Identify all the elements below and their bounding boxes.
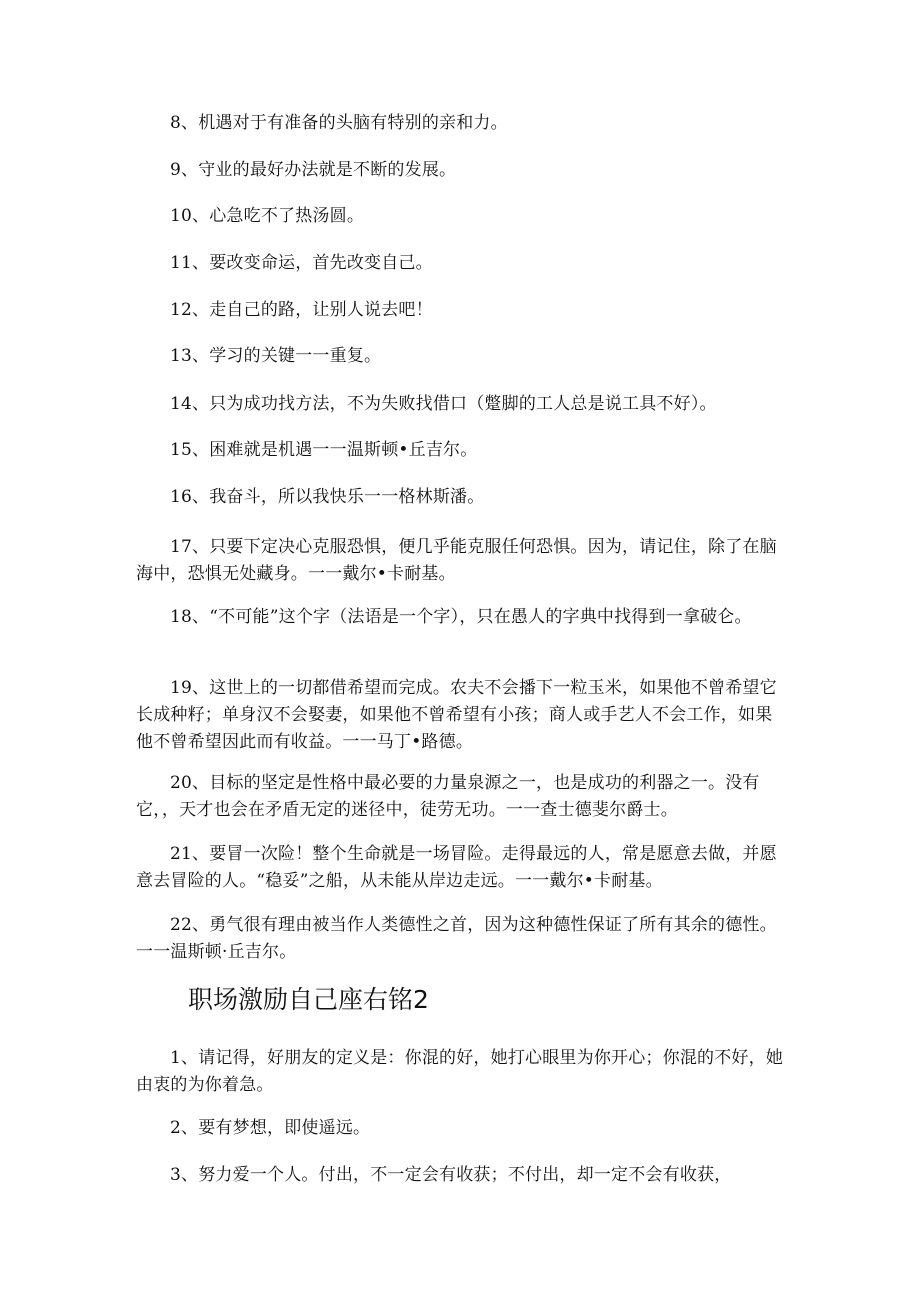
section-heading: 职场激励自己座右铭2 (188, 985, 429, 1014)
quote-10: 10、心急吃不了热汤圆。 (170, 206, 365, 226)
quote-8: 8、机遇对于有准备的头脑有特别的亲和力。 (170, 113, 508, 133)
quote-11: 11、要改变命运，首先改变自己。 (170, 253, 433, 273)
motto-2: 2、要有梦想，即使遥远。 (170, 1118, 371, 1138)
quote-14: 14、只为成功找方法，不为失败找借口（蹩脚的工人总是说工具不好）。 (170, 394, 717, 414)
quote-9: 9、守业的最好办法就是不断的发展。 (170, 160, 457, 180)
quote-18: 18、“不可能”这个字（法语是一个字），只在愚人的字典中找得到一拿破仑。 (170, 607, 752, 627)
quote-22: 22、勇气很有理由被当作人类德性之首，因为这种德性保证了所有其余的德性。一一温斯顿·丘吉尔。 (136, 915, 777, 962)
motto-1: 1、请记得，好朋友的定义是：你混的好，她打心眼里为你开心；你混的不好，她由衷的为你着急。 (136, 1048, 784, 1095)
quote-13: 13、学习的关键一一重复。 (170, 346, 382, 366)
quote-20: 20、目标的坚定是性格中最必要的力量泉源之一，也是成功的利器之一。没有它，，天才也会在矛盾无定的迷径中，徒劳无功。一一查士德斐尔爵士。 (136, 773, 760, 820)
quote-19: 19、这世上的一切都借希望而完成。农夫不会播下一粒玉米，如果他不曾希望它长成种籽；单身汉不会娶妻，如果他不曾希望有小孩；商人或手艺人不会工作，如果他不曾希望因此而有收益。一一马丁•路德。 (136, 678, 777, 752)
quote-17: 17、只要下定决心克服恐惧，便几乎能克服任何恐惧。因为，请记住，除了在脑海中，恐惧无处藏身。一一戴尔•卡耐基。 (136, 537, 777, 584)
quote-12: 12、走自己的路，让别人说去吧！ (170, 300, 433, 320)
motto-3: 3、努力爱一个人。付出，不一定会有收获；不付出，却一定不会有收获， (170, 1165, 732, 1185)
quote-21: 21、要冒一次险！整个生命就是一场冒险。走得最远的人，常是愿意去做，并愿意去冒险的人。“稳妥”之船，从未能从岸边走远。一一戴尔•卡耐基。 (136, 844, 777, 891)
quote-15: 15、困难就是机遇一一温斯顿•丘吉尔。 (170, 440, 478, 460)
quote-16: 16、我奋斗，所以我快乐一一格林斯潘。 (170, 487, 485, 507)
